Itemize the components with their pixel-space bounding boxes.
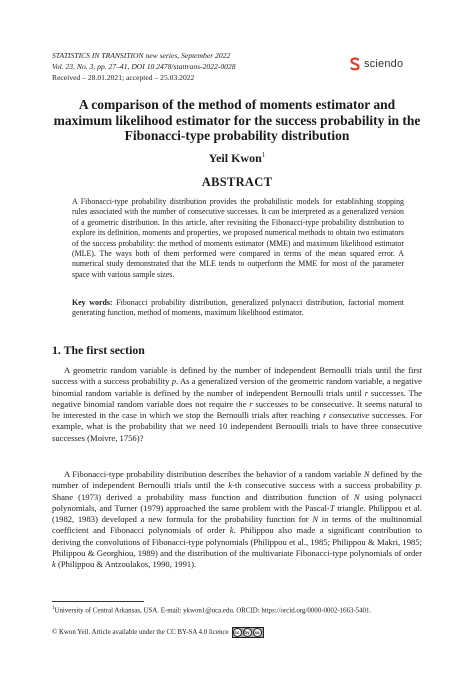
author-name: Yeil Kwon xyxy=(208,151,262,165)
keywords-label: Key words: xyxy=(72,298,113,307)
text-span: . Philippou also made a significant contribution to deriving the convolutions of Fibonacci-type polynomials (Philippou et al., 1985; Philippou & Makri, 1985; Philippou & Georghiou, 1989) and the distribution of the multivariate Fibonacci-type polynomials of order xyxy=(52,525,422,559)
volume-doi-line: Vol. 23, No. 3, pp. 27–41, DOI 10.2478/stattrans-2022-0028 xyxy=(52,62,236,71)
math-variable: k xyxy=(228,480,233,491)
received-accepted-line: Received – 28.01.2021; accepted – 25.03.2022 xyxy=(52,73,195,82)
text-span: successes to be consecutive. It seems natural to be interested in the case in which we stop the Bernoulli trials after reaching xyxy=(52,398,422,421)
publisher-name: sciendo xyxy=(364,58,404,70)
text-span: . Shane (1973) derived a probability mass function and distribution function of xyxy=(52,480,422,502)
text-span: defined by the number of independent Bernoulli trials until the xyxy=(52,469,422,491)
body-paragraph-2 xyxy=(52,469,422,571)
by-icon: by xyxy=(244,630,250,635)
article-title: A comparison of the method of moments estimator and maximum likelihood estimator for the success probability in the Fibonacci-type probability distribution xyxy=(53,97,421,144)
text-span: A Fibonacci-type probability distribution describes the behavior of a random variable xyxy=(64,469,364,479)
text-span: (Philippou & Antzoulakos, 1990, 1991). xyxy=(55,559,197,570)
math-variable: N xyxy=(353,491,360,502)
text-span: -th consecutive success with a success probability xyxy=(232,480,416,491)
author-line xyxy=(50,151,424,166)
body-paragraph-1 xyxy=(52,365,422,444)
cc-icon: cc xyxy=(234,630,240,635)
text-span: triangle. Philippou et al. (1982, 1983) developed a new formula for the probability function for xyxy=(52,502,423,525)
journal-name-line: STATISTICS IN TRANSITION new series, September 2022 xyxy=(52,51,231,60)
math-variable: r xyxy=(249,398,253,409)
keywords-text: Fibonacci probability distribution, generalized polynacci distribution, factorial moment generating function, method of moments, maximum likelihood estimator. xyxy=(72,298,404,318)
text-span: . As a generalized version of the geometric random variable, a negative binomial random variable is defined by the number of independent Bernoulli trials until xyxy=(52,376,422,398)
math-variable: k xyxy=(52,559,56,570)
footnote-mark: 1 xyxy=(52,606,55,611)
footnote-text[interactable]: University of Central Arkansas, USA. E-mail: ykwon1@uca.edu. ORCID: https://orcid.org/0000-0002-1663-5401. xyxy=(54,607,372,615)
math-variable: N xyxy=(312,514,319,525)
math-variable: T xyxy=(329,502,335,513)
sa-icon: sa xyxy=(254,630,260,635)
text-span: using polynacci polynomials, and Turner (1979) approached the same problem with the Pascal- xyxy=(52,491,422,513)
section-heading: 1. The first section xyxy=(52,343,145,357)
sciendo-s-logo-icon xyxy=(350,57,360,71)
keywords xyxy=(72,298,404,319)
journal-info xyxy=(52,50,322,83)
text-span: successes. For example, what is the probability that we need 10 independent Bernoulli trials to have three consecutive successes (Moivre, 1756)? xyxy=(52,410,422,443)
license-text: © Kwon Yeil. Article available under the CC BY-SA 4.0 licence xyxy=(52,629,229,636)
license-line xyxy=(52,627,264,638)
footnote xyxy=(52,604,422,616)
math-variable: p xyxy=(415,480,420,491)
publisher-logo xyxy=(350,57,403,71)
author-footnote-mark[interactable]: 1 xyxy=(261,151,266,159)
text-span: A geometric random variable is defined by the number of independent Bernoulli trials until the first success with a success probability xyxy=(52,365,422,387)
footnote-divider xyxy=(52,601,144,602)
math-variable: k xyxy=(229,525,234,536)
text-span: successes. The negative binomial random variable does not require the xyxy=(52,387,422,409)
emphasis: r consecutive xyxy=(322,410,370,421)
cc-by-sa-icon[interactable] xyxy=(232,627,264,638)
math-variable: p xyxy=(171,376,177,387)
abstract-heading: ABSTRACT xyxy=(201,175,273,189)
math-variable: r xyxy=(364,387,369,398)
text-span: in terms of the multinomial coefficient and Fibonacci polynomials of order xyxy=(52,514,422,536)
abstract-text: A Fibonacci-type probability distribution provides the probabilistic models for establishing stopping rules associated with the number of consecutive successes. It can be interpreted as a generalized version of a geometric distribution. In this article, after revisiting the Fibonacci-type probability distribution to explore its definition, moments and properties, we proposed numerical methods to obtain two estimators of the success probability: the method of moments estimator (MME) and maximum likelihood estimator (MLE). The ways both of them performed were compared in terms of the mean squared error. A numerical study demonstrated that the MLE tends to outperform the MME for most of the parameter space with various sample sizes. xyxy=(72,197,404,279)
math-variable: N xyxy=(363,469,370,479)
